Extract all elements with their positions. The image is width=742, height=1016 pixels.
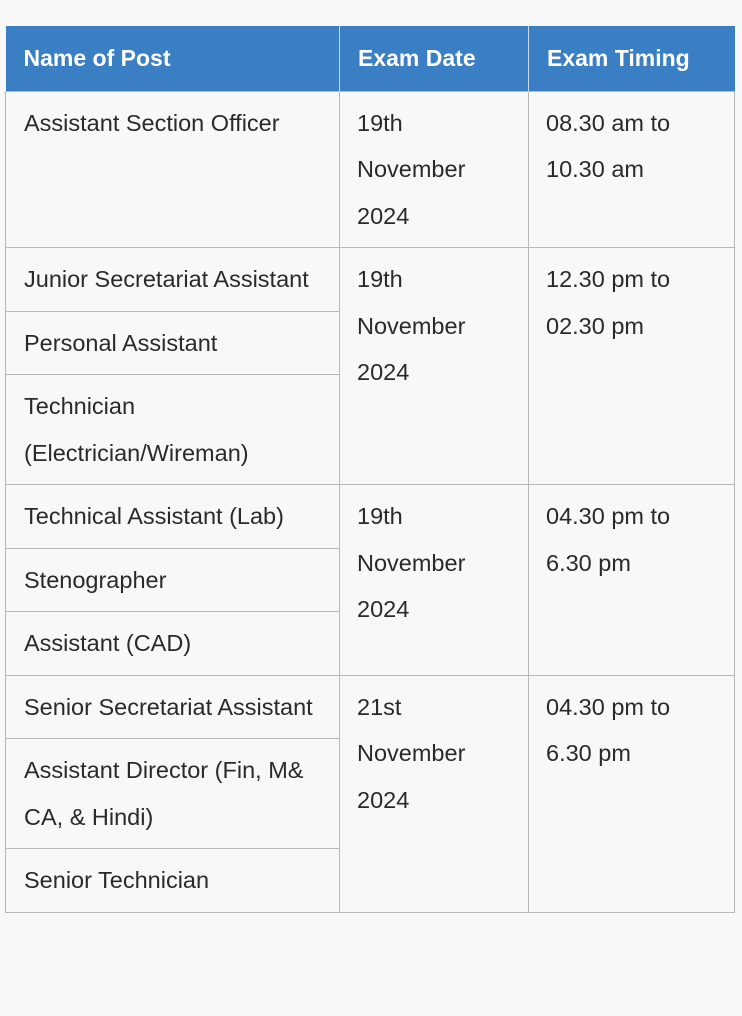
header-exam-date: Exam Date	[340, 26, 529, 91]
exam-schedule-container	[5, 26, 734, 913]
post-cell: Stenographer	[6, 548, 340, 612]
post-cell: Technician (Electrician/Wireman)	[6, 375, 340, 485]
post-cell: Personal Assistant	[6, 311, 340, 375]
post-cell: Assistant Section Officer	[6, 91, 340, 248]
exam-timing-cell: 08.30 am to 10.30 am	[529, 91, 735, 248]
post-cell: Assistant Director (Fin, M& CA, & Hindi)	[6, 739, 340, 849]
table-header-row	[6, 26, 735, 91]
exam-timing-cell: 12.30 pm to 02.30 pm	[529, 248, 735, 485]
post-cell: Junior Secretariat Assistant	[6, 248, 340, 312]
exam-date-cell: 19th November 2024	[340, 485, 529, 676]
exam-date-cell: 19th November 2024	[340, 91, 529, 248]
table-row	[6, 675, 735, 739]
exam-date-cell: 19th November 2024	[340, 248, 529, 485]
post-cell: Senior Secretariat Assistant	[6, 675, 340, 739]
post-cell: Assistant (CAD)	[6, 612, 340, 676]
table-row	[6, 91, 735, 248]
post-cell: Senior Technician	[6, 849, 340, 913]
exam-date-cell: 21st November 2024	[340, 675, 529, 912]
header-exam-timing: Exam Timing	[529, 26, 735, 91]
post-cell: Technical Assistant (Lab)	[6, 485, 340, 549]
header-name-of-post: Name of Post	[6, 26, 340, 91]
table-row	[6, 248, 735, 312]
exam-timing-cell: 04.30 pm to 6.30 pm	[529, 485, 735, 676]
exam-schedule-table	[5, 26, 735, 913]
table-row	[6, 485, 735, 549]
exam-timing-cell: 04.30 pm to 6.30 pm	[529, 675, 735, 912]
